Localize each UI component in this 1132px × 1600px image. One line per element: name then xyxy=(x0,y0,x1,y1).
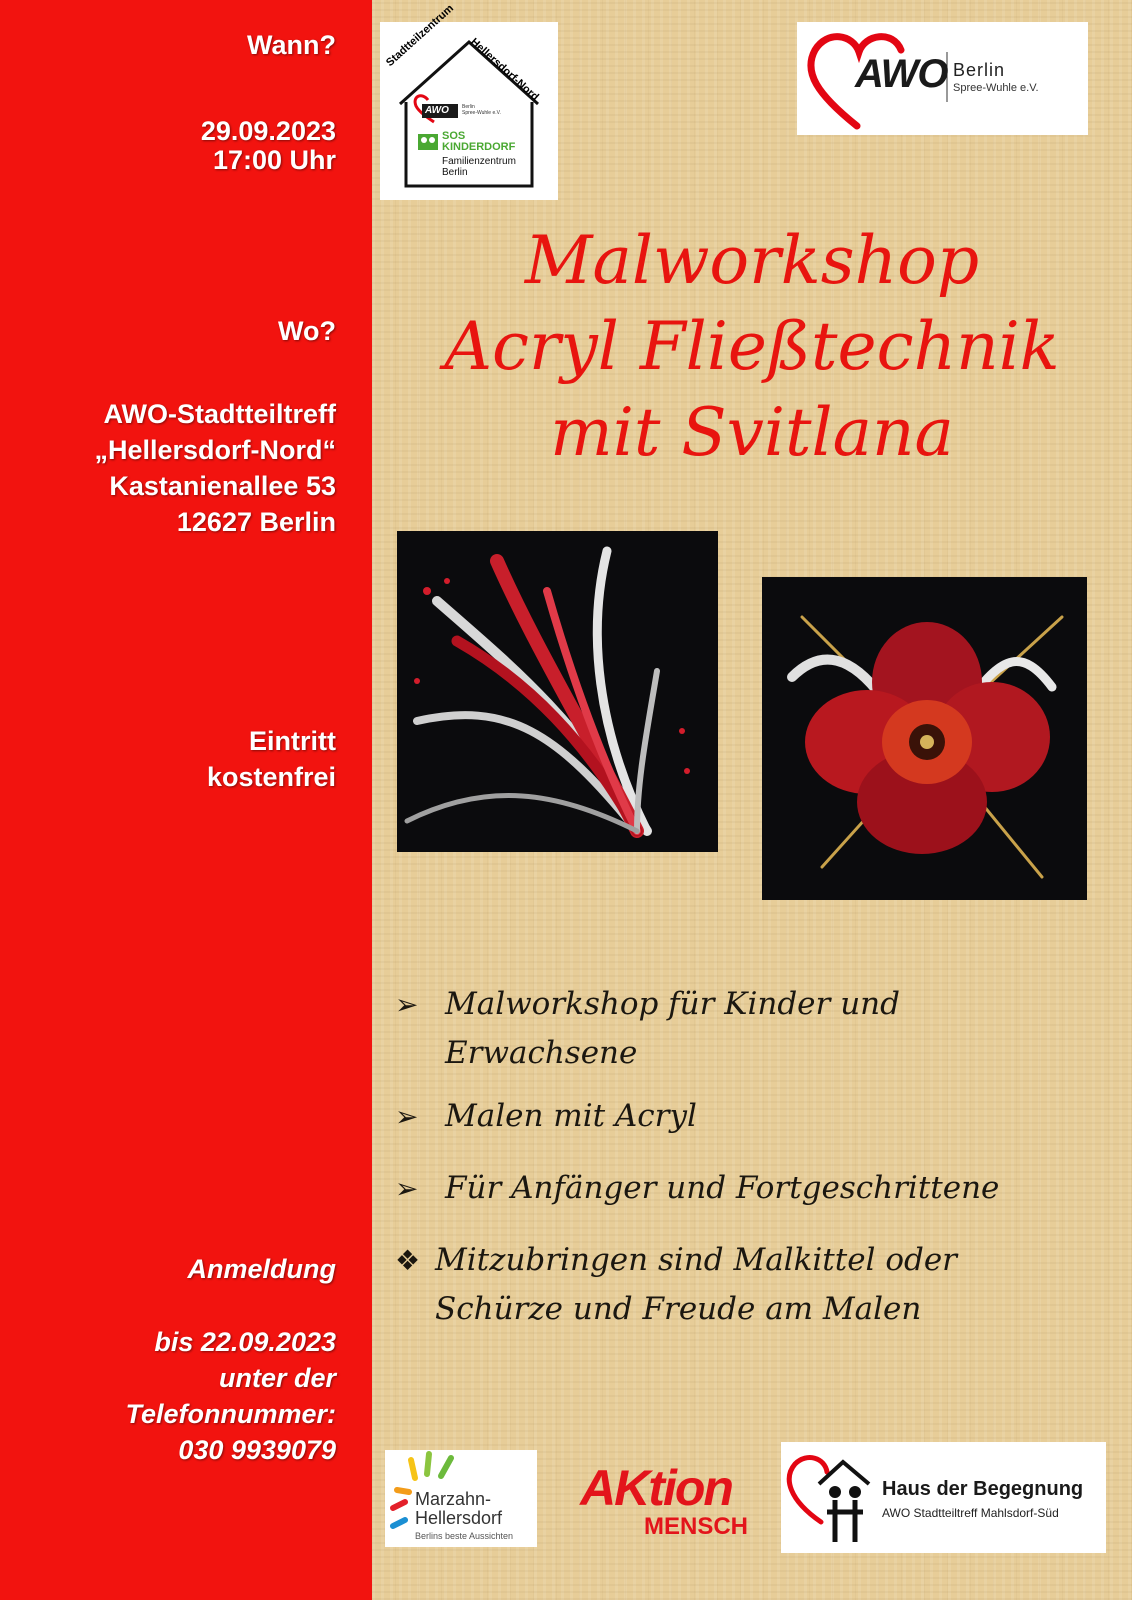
list-item: ➢ Malworkshop für Kinder und Erwachsene xyxy=(395,980,900,1077)
haus-der-begegnung-logo: Haus der Begegnung AWO Stadtteiltreff Mahlsdorf-Süd xyxy=(781,1442,1106,1553)
where-label: Wo? xyxy=(278,316,336,346)
aktion-mensch-logo: AKtion MENSCH xyxy=(580,1460,748,1540)
arrowhead-bullet-icon: ➢ xyxy=(395,1172,419,1205)
event-date-time xyxy=(201,117,336,175)
event-time: 17:00 Uhr xyxy=(212,145,336,175)
painting-image-1 xyxy=(397,531,718,852)
venue-address xyxy=(94,396,336,540)
entry-info: Eintritt kostenfrei xyxy=(206,726,336,792)
venue-name: AWO-Stadtteiltreff xyxy=(103,399,336,429)
venue-name-2: „Hellersdorf-Nord“ xyxy=(94,435,336,465)
stadtteilzentrum-logo: Stadtteilzentrum Hellersdorf-Nord AWO Berlin Spree-Wuhle e.V. SOS KINDERDORF Familienzentrum Berlin xyxy=(380,22,558,200)
arrowhead-bullet-icon: ➢ xyxy=(395,1100,419,1133)
marzahn-hellersdorf-logo: Marzahn- Hellersdorf Berlins beste Aussichten xyxy=(385,1450,537,1547)
heart-house-family-icon xyxy=(781,1442,881,1553)
workshop-title xyxy=(372,218,1132,476)
title-line-3: mit Svitlana xyxy=(550,394,954,471)
painting-image-2 xyxy=(762,577,1087,900)
roof-text-right: Hellersdorf-Nord xyxy=(467,36,541,104)
when-label: Wann? xyxy=(247,30,336,60)
roof-text-left: Stadtteilzentrum xyxy=(384,2,457,69)
venue-city: 12627 Berlin xyxy=(176,507,336,537)
list-item: ❖ Mitzubringen sind Malkittel oder Schürze und Freude am Malen xyxy=(395,1236,957,1333)
arrowhead-bullet-icon: ➢ xyxy=(395,988,419,1021)
registration-details: bis 22.09.2023 unter der Telefonnummer: 030 9939079 xyxy=(125,1324,336,1468)
list-item: ➢ Für Anfänger und Fortgeschrittene xyxy=(395,1164,999,1213)
event-date: 29.09.2023 xyxy=(200,116,336,146)
four-diamond-bullet-icon: ❖ xyxy=(395,1244,421,1277)
title-line-2: Acryl Fließtechnik xyxy=(444,308,1060,385)
registration-label: Anmeldung xyxy=(187,1254,336,1284)
phone-number: 030 9939079 xyxy=(178,1435,336,1465)
list-item: ➢ Malen mit Acryl xyxy=(395,1092,697,1141)
venue-street: Kastanienallee 53 xyxy=(109,471,336,501)
awo-berlin-logo: AWO Berlin Spree-Wuhle e.V. xyxy=(797,22,1088,135)
title-line-1: Malworkshop xyxy=(524,222,980,299)
